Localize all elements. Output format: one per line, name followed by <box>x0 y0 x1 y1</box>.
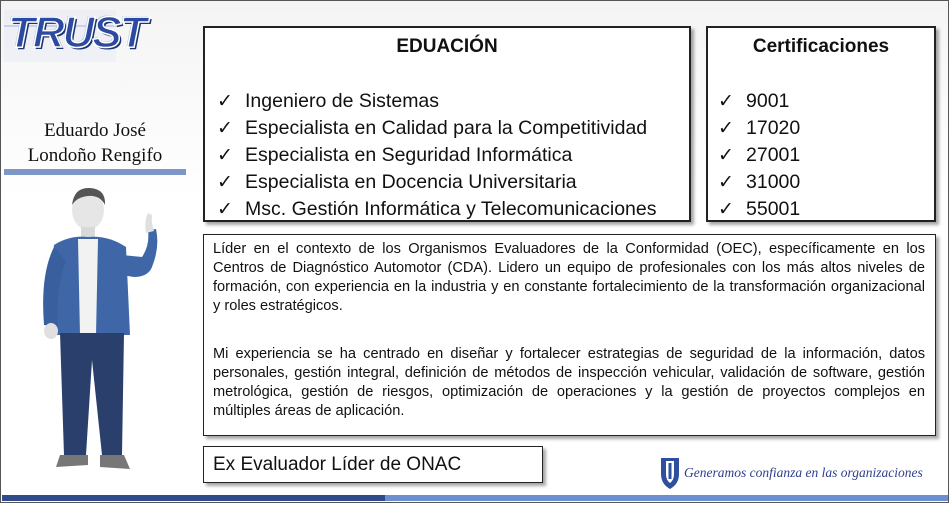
checkmark-icon: ✓ <box>217 172 233 193</box>
certification-label: 55001 <box>746 198 801 220</box>
footer-bar-light <box>385 495 948 501</box>
education-list <box>217 88 656 223</box>
education-item-label: Especialista en Seguridad Informática <box>245 144 573 166</box>
education-title: EDUACIÓN <box>396 36 498 57</box>
checkmark-icon: ✓ <box>217 199 233 220</box>
list-item <box>718 115 800 142</box>
certifications-list <box>718 88 800 223</box>
checkmark-icon: ✓ <box>718 172 734 193</box>
education-item-label: Ingeniero de Sistemas <box>245 90 440 112</box>
certification-label: 9001 <box>746 90 790 112</box>
certifications-title: Certificaciones <box>752 36 890 57</box>
list-item <box>217 169 656 196</box>
education-item-label: Msc. Gestión Informática y Telecomunicaciones <box>245 198 657 220</box>
checkmark-icon: ✓ <box>217 145 233 166</box>
person-name <box>10 118 180 168</box>
list-item <box>718 88 800 115</box>
logo-text: TRUST <box>8 8 145 57</box>
list-item <box>217 142 656 169</box>
tagline-text: Generamos confianza en las organizaciones <box>684 465 923 480</box>
checkmark-icon: ✓ <box>217 91 233 112</box>
checkmark-icon: ✓ <box>718 118 734 139</box>
education-item-label: Especialista en Calidad para la Competitividad <box>245 117 648 139</box>
checkmark-icon: ✓ <box>217 118 233 139</box>
description-paragraph-1: Líder en el contexto de los Organismos Evaluadores de la Conformidad (OEC), específicamente en los Centros de Diagnóstico Automotor (CDA). Lidero un equipo de profesionales con los más altos niveles de formación, con experiencia en la industria y en constante fortalecimiento de la transformación organizacional y roles estratégicos. <box>213 241 925 314</box>
description-paragraph-2: Mi experiencia se ha centrado en diseñar y fortalecer estrategias de seguridad de la información, datos personales, gestión integral, definición de métodos de inspección vehicular, validación de software, gestión metrológica, gestión de riesgos, optimización de operaciones y la gestión de proyectos complejos en múltiples áreas de aplicación. <box>213 346 925 419</box>
role-note-box <box>203 446 543 483</box>
certification-label: 17020 <box>746 117 801 139</box>
role-note-text: Ex Evaluador Líder de ONAC <box>213 454 462 475</box>
name-underline-bar <box>4 169 186 175</box>
trust-shield-icon <box>660 456 680 490</box>
name-line-1: Eduardo José <box>44 120 146 141</box>
list-item <box>217 88 656 115</box>
education-item-label: Especialista en Docencia Universitaria <box>245 171 577 193</box>
checkmark-icon: ✓ <box>718 91 734 112</box>
certifications-panel <box>706 26 936 222</box>
list-item <box>718 142 800 169</box>
education-panel <box>203 26 691 222</box>
certification-label: 27001 <box>746 144 801 166</box>
trust-logo <box>4 6 145 66</box>
list-item <box>718 169 800 196</box>
person-pointing-icon <box>30 185 170 480</box>
certification-label: 31000 <box>746 171 801 193</box>
brand-tagline <box>660 456 923 490</box>
description-panel <box>203 234 936 436</box>
list-item <box>718 196 800 223</box>
checkmark-icon: ✓ <box>718 145 734 166</box>
checkmark-icon: ✓ <box>718 199 734 220</box>
footer-bar-dark <box>2 495 385 501</box>
list-item <box>217 115 656 142</box>
list-item <box>217 196 656 223</box>
name-line-2: Londoño Rengifo <box>27 145 163 166</box>
